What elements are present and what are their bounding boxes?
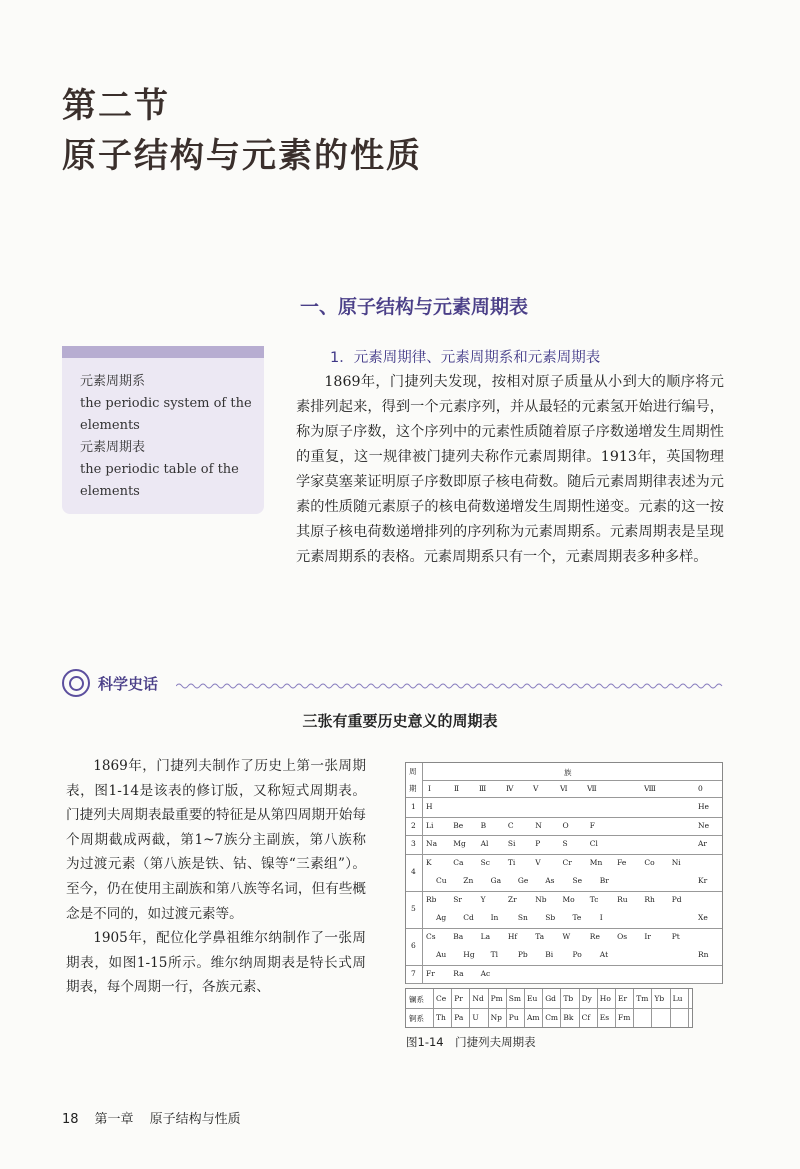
table-rule [422,763,423,983]
group-label: Ⅳ [506,784,514,793]
element-cell: S [562,839,568,848]
lanthanide-element: Pr [454,994,463,1003]
element-cell: Sn [517,913,528,922]
element-cell: As [545,876,555,885]
element-cell: Kr [698,876,708,885]
period-number: 2 [411,820,416,830]
element-cell: Os [617,931,628,941]
element-cell: Ni [671,857,681,867]
element-cell: Ga [490,876,502,885]
element-cell: Zn [463,876,474,885]
element-cell: Ca [453,857,464,867]
element-cell: Hf [507,931,518,941]
actinide-element: Pa [454,1013,464,1022]
actinide-element: Cf [581,1013,591,1022]
element-cell: Li [426,820,434,830]
element-cell: Fr [426,968,435,978]
lanthanide-element: Pm [490,994,503,1003]
actinide-element: Np [490,1013,502,1022]
element-cell: At [599,950,609,959]
element-cell: Co [644,857,655,867]
group-label: Ⅴ [533,784,539,793]
table-rule [422,780,722,781]
subsection-heading: 1．元素周期律、元素周期系和元素周期表 [330,350,601,366]
lanthanide-element: Sm [508,994,522,1003]
actinide-element: Es [599,1013,610,1022]
lanthanide-element: Nd [472,994,484,1003]
actinide-element: Fm [618,1013,631,1022]
element-cell: Sb [545,913,556,922]
period-number: 3 [411,839,416,849]
history-text [66,754,366,1000]
element-cell: H [426,802,433,811]
lanthanide-element: Ho [599,994,611,1003]
element-cell: Te [572,913,582,922]
page-footer [62,1108,257,1127]
history-paragraph: 1869年，门捷列夫制作了历史上第一张周期表，图1-14是该表的修订版，又称短式周期表。门捷列夫周期表最重要的特征是从第四周期开始每个周期截成两截，第1~7族分主副族，第八族称为过渡元素（第八族是铁、钴、镍等“三素组”）。至今，仍在使用主副族和第八族等名词，但有些概念是不同的，如过渡元素等。 [66,758,366,922]
element-cell: Hg [463,950,475,959]
table-rule [560,989,561,1027]
period-header: 期 [409,784,417,793]
table-rule [524,989,525,1027]
table-rule [406,965,722,966]
element-cell: Rh [644,894,655,904]
element-cell: I [599,913,603,922]
element-cell: Ne [698,820,710,830]
group-label: Ⅵ [560,784,568,793]
element-cell: Ra [453,968,464,978]
element-cell: K [426,857,432,867]
section-heading: 一、原子结构与元素周期表 [300,296,529,318]
table-rule [542,989,543,1027]
element-cell: Ar [698,839,708,848]
element-cell: Cd [463,913,474,922]
element-cell: Tl [490,950,498,959]
element-cell: Ac [480,968,491,978]
element-cell: W [562,931,571,941]
group-label: Ⅷ [644,784,656,793]
period-number: 7 [411,968,416,978]
period-number: 5 [411,904,416,913]
element-cell: Br [599,876,609,885]
table-rule [670,989,671,1027]
chapter-title: 原子结构与性质 [149,1112,241,1127]
section-number: 第二节 [62,86,170,126]
period-number: 1 [411,802,416,812]
table-rule [406,1008,692,1009]
actinide-label: 锕系 [409,1014,424,1023]
table-rule [615,989,616,1027]
history-paragraph: 1905年，配位化学鼻祖维尔纳制作了一张周期表，如图1-15所示。维尔纳周期表是特长式周期表，每个周期一行，各族元素、 [66,930,366,996]
period-number: 4 [411,867,416,876]
element-cell: V [535,857,541,867]
figure-caption: 图1-14 门捷列夫周期表 [406,1035,536,1049]
table-rule [488,989,489,1027]
table-rule [579,989,580,1027]
period-number: 6 [411,941,416,950]
element-cell: Cu [436,876,447,885]
table-rule [633,989,634,1027]
group-label: Ⅰ [428,784,431,793]
element-cell: Ge [517,876,529,885]
element-cell: C [507,820,514,830]
lanthanide-element: Ce [436,994,447,1003]
table-rule [506,989,507,1027]
magnifier-icon [62,669,90,697]
element-cell: Xe [698,913,708,922]
element-cell: Cs [426,931,436,941]
actinide-element: Cm [545,1013,559,1022]
element-cell: Na [426,839,438,848]
element-cell: Ta [535,931,545,941]
element-cell: Al [480,839,489,848]
glossary-term-cn: 元素周期表 [80,440,146,455]
lanthanide-label: 镧系 [409,995,424,1004]
glossary-term-en: the periodic system of the [80,396,252,411]
group-label: Ⅱ [454,784,460,793]
element-cell: Tc [589,894,599,904]
element-cell: Pd [671,894,682,904]
glossary-term-en: elements [80,418,140,433]
element-cell: He [698,802,709,811]
actinide-element: Am [527,1013,540,1022]
element-cell: N [535,820,542,830]
lanthanide-element: Lu [672,994,683,1003]
element-cell: O [562,820,569,830]
box-label: 科学史话 [98,675,159,693]
group-label: 0 [698,784,703,793]
element-cell: Sr [453,894,463,904]
box-title: 三张有重要历史意义的周期表 [302,712,498,730]
element-cell: Ag [436,913,447,922]
element-cell: P [535,839,541,848]
element-cell: Si [507,839,516,848]
element-cell: In [490,913,499,922]
element-cell: Sc [480,857,490,867]
element-cell: Zr [507,894,517,904]
table-rule [406,983,722,984]
table-rule [469,989,470,1027]
table-rule [688,989,689,1027]
table-rule [406,797,722,798]
group-label: Ⅶ [587,784,597,793]
element-cell: Y [480,894,486,904]
mendeleev-periodic-table [405,762,723,984]
group-header: 族 [564,768,572,777]
element-cell: Re [589,931,600,941]
table-rule [406,891,722,892]
element-cell: Cl [589,839,598,848]
element-cell: F [589,820,596,830]
element-cell: Ba [453,931,464,941]
element-cell: Mn [589,857,603,867]
table-rule [433,989,434,1027]
actinide-element: Pu [508,1013,519,1022]
element-cell: Se [572,876,583,885]
lanthanide-element: Gd [545,994,556,1003]
body-paragraph: 1869年，门捷列夫发现，按相对原子质量从小到大的顺序将元素排列起来，得到一个元素序列，并从最轻的元素氢开始进行编号，称为原子序数，这个序列中的元素性质随着原子序数递增发生周期性的重复，这一规律被门捷列夫称作元素周期律。1913年，英国物理学家莫塞莱证明原子序数即原子核电荷数。随后元素周期律表述为元素的性质随元素原子的核电荷数递增发生周期性递变。元素的这一按其原子核电荷数递增排列的序列称为元素周期系。元素周期表是呈现元素周期系的表格。元素周期系只有一个，元素周期表多种多样。 [296,374,724,565]
group-label: Ⅲ [479,784,487,793]
table-rule [451,989,452,1027]
lanthanide-element: Eu [527,994,538,1003]
lanthanide-element: Dy [581,994,592,1003]
element-cell: Mg [453,839,466,848]
lanthanide-element: Tb [563,994,574,1003]
table-rule [597,989,598,1027]
lanthanide-element: Er [618,994,628,1003]
element-cell: Pt [671,931,680,941]
lanthanide-actinide-rows [405,988,693,1028]
glossary-term-en: elements [80,484,140,499]
table-rule [406,854,722,855]
actinide-element: U [472,1013,479,1022]
page-title: 原子结构与元素的性质 [62,136,422,176]
glossary-term-en: the periodic table of the [80,462,239,477]
chapter-number: 第一章 [94,1112,134,1127]
element-cell: Po [572,950,582,959]
element-cell: Be [453,820,464,830]
table-rule [406,817,722,818]
table-rule [406,928,722,929]
page-number: 18 [62,1112,79,1127]
table-rule [406,835,722,836]
table-rule [651,989,652,1027]
lanthanide-element: Tm [636,994,649,1003]
actinide-element: Bk [563,1013,574,1022]
element-cell: Ru [617,894,628,904]
element-cell: Fe [617,857,627,867]
element-cell: Rb [426,894,437,904]
element-cell: Nb [535,894,547,904]
glossary-term-cn: 元素周期系 [80,374,146,389]
element-cell: Pb [517,950,528,959]
element-cell: Cr [562,857,572,867]
period-header: 周 [409,767,417,776]
element-cell: Mo [562,894,575,904]
element-cell: Rn [698,950,709,959]
element-cell: La [480,931,491,941]
element-cell: Au [436,950,447,959]
element-cell: B [480,820,487,830]
element-cell: Ir [644,931,651,941]
element-cell: Bi [545,950,554,959]
actinide-element: Th [436,1013,446,1022]
element-cell: Ti [507,857,516,867]
sidebar-header-bar [62,346,264,358]
lanthanide-element: Yb [654,994,665,1003]
wavy-divider [176,682,724,690]
